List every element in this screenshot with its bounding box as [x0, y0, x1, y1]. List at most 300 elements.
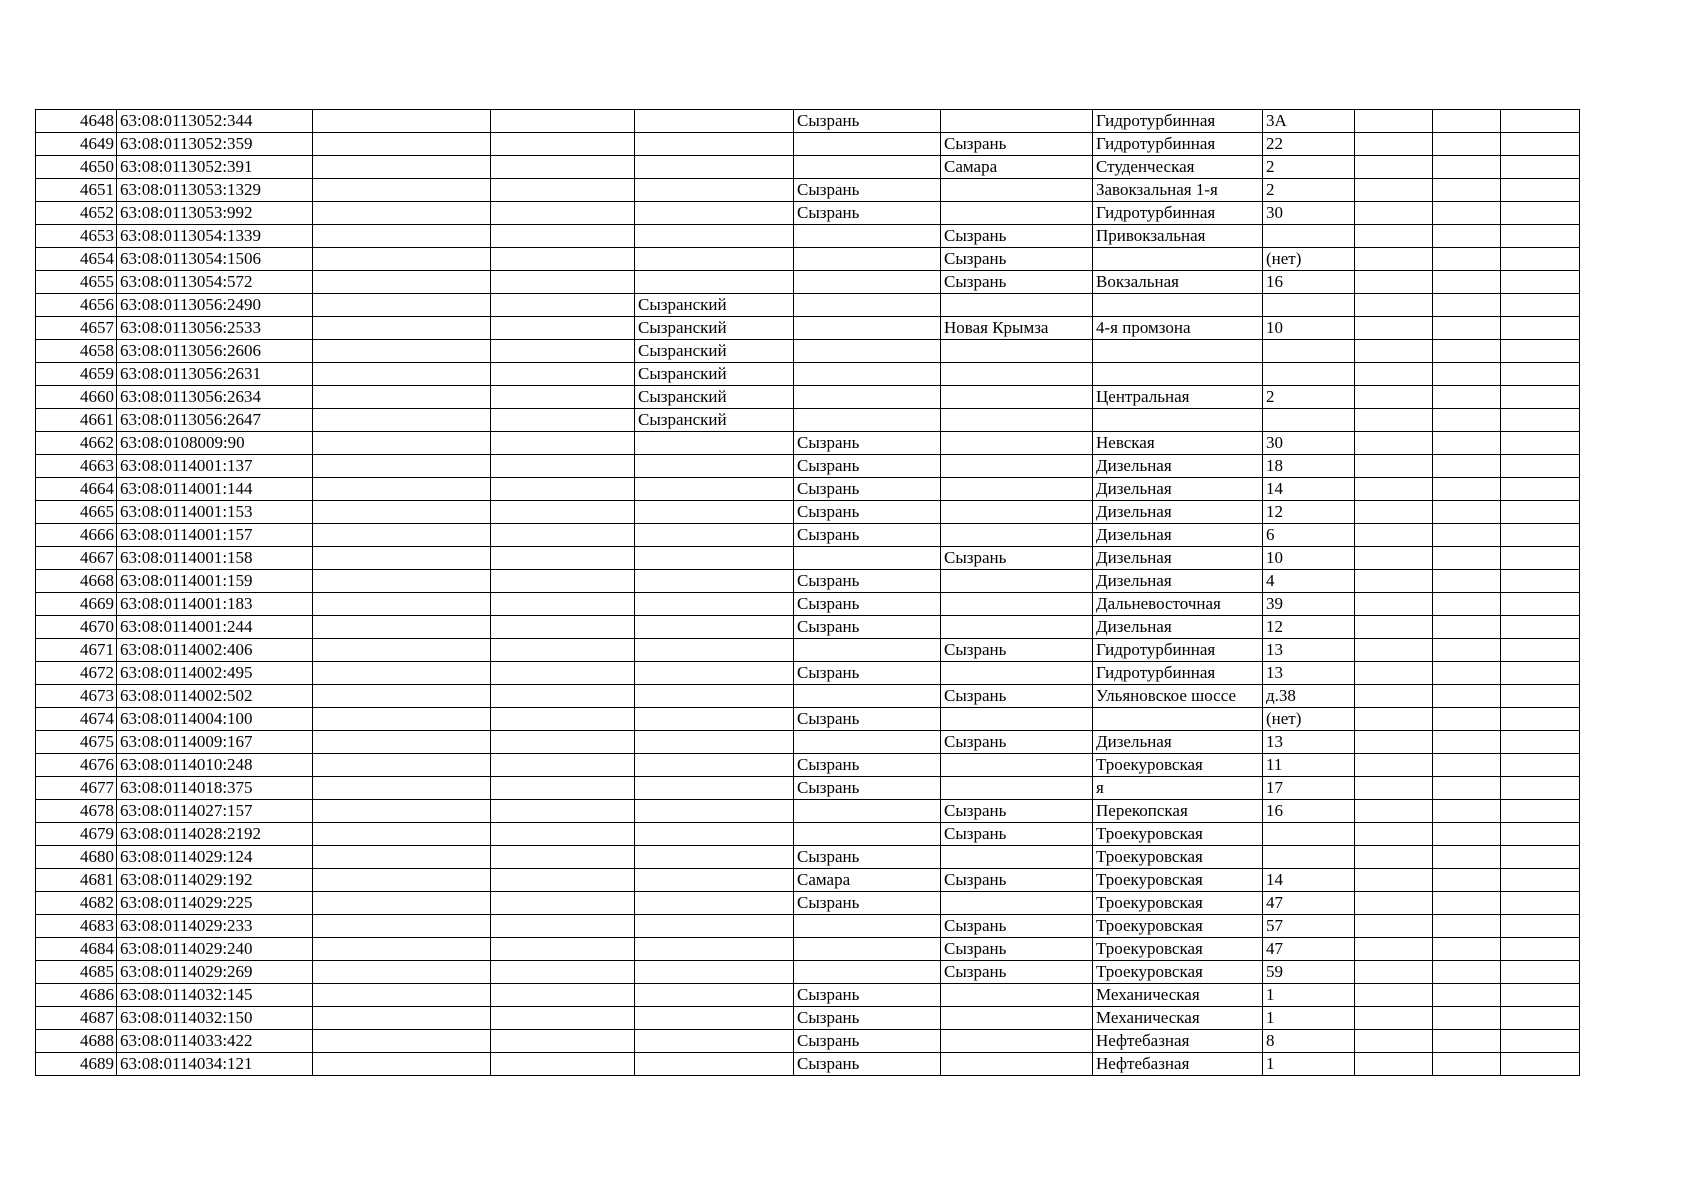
- district-cell: [491, 478, 635, 501]
- column-10-cell: [1355, 179, 1433, 202]
- street-cell: Дизельная: [1093, 570, 1263, 593]
- city-cell: [635, 616, 794, 639]
- settlement-cell: [941, 455, 1093, 478]
- column-10-cell: [1355, 225, 1433, 248]
- city-cell: [635, 547, 794, 570]
- table-row: [36, 478, 1580, 501]
- column-10-cell: [1355, 1007, 1433, 1030]
- settlement-cell: [941, 294, 1093, 317]
- locality-cell: [794, 294, 941, 317]
- settlement-cell: [941, 501, 1093, 524]
- street-cell: [1093, 409, 1263, 432]
- column-12-cell: [1501, 248, 1580, 271]
- column-10-cell: [1355, 639, 1433, 662]
- table-row: [36, 1030, 1580, 1053]
- table-row: [36, 133, 1580, 156]
- column-10-cell: [1355, 547, 1433, 570]
- column-11-cell: [1433, 386, 1501, 409]
- street-cell: Дизельная: [1093, 455, 1263, 478]
- table-row: [36, 455, 1580, 478]
- column-11-cell: [1433, 202, 1501, 225]
- column-11-cell: [1433, 248, 1501, 271]
- column-10-cell: [1355, 248, 1433, 271]
- settlement-cell: [941, 593, 1093, 616]
- street-cell: Завокзальная 1-я: [1093, 179, 1263, 202]
- row-number-cell: 4662: [36, 432, 117, 455]
- street-cell: Троекуровская: [1093, 892, 1263, 915]
- column-3-cell: [313, 478, 491, 501]
- row-number-cell: 4683: [36, 915, 117, 938]
- table-row: [36, 731, 1580, 754]
- city-cell: [635, 869, 794, 892]
- street-cell: Гидротурбинная: [1093, 202, 1263, 225]
- column-11-cell: [1433, 524, 1501, 547]
- district-cell: [491, 754, 635, 777]
- house-number-cell: 1: [1263, 1053, 1355, 1076]
- house-number-cell: 14: [1263, 869, 1355, 892]
- column-3-cell: [313, 110, 491, 133]
- cadastral-number-cell: 63:08:0108009:90: [117, 432, 313, 455]
- district-cell: [491, 570, 635, 593]
- street-cell: Механическая: [1093, 1007, 1263, 1030]
- column-10-cell: [1355, 984, 1433, 1007]
- column-3-cell: [313, 386, 491, 409]
- column-11-cell: [1433, 685, 1501, 708]
- street-cell: Нефтебазная: [1093, 1030, 1263, 1053]
- cadastral-number-cell: 63:08:0113056:2490: [117, 294, 313, 317]
- settlement-cell: Сызрань: [941, 133, 1093, 156]
- row-number-cell: 4674: [36, 708, 117, 731]
- house-number-cell: 2: [1263, 179, 1355, 202]
- locality-cell: Сызрань: [794, 846, 941, 869]
- table-row: [36, 823, 1580, 846]
- column-3-cell: [313, 294, 491, 317]
- city-cell: Сызранский: [635, 363, 794, 386]
- settlement-cell: [941, 1053, 1093, 1076]
- settlement-cell: Сызрань: [941, 915, 1093, 938]
- district-cell: [491, 846, 635, 869]
- house-number-cell: 30: [1263, 202, 1355, 225]
- cadastral-number-cell: 63:08:0113053:1329: [117, 179, 313, 202]
- column-12-cell: [1501, 294, 1580, 317]
- house-number-cell: 47: [1263, 938, 1355, 961]
- column-3-cell: [313, 570, 491, 593]
- table-row: [36, 317, 1580, 340]
- column-12-cell: [1501, 524, 1580, 547]
- cadastral-number-cell: 63:08:0113054:1339: [117, 225, 313, 248]
- table-row: [36, 708, 1580, 731]
- column-10-cell: [1355, 1053, 1433, 1076]
- column-3-cell: [313, 892, 491, 915]
- column-11-cell: [1433, 961, 1501, 984]
- district-cell: [491, 455, 635, 478]
- locality-cell: Сызрань: [794, 777, 941, 800]
- house-number-cell: (нет): [1263, 708, 1355, 731]
- column-3-cell: [313, 731, 491, 754]
- column-10-cell: [1355, 455, 1433, 478]
- settlement-cell: Сызрань: [941, 961, 1093, 984]
- column-12-cell: [1501, 593, 1580, 616]
- table-row: [36, 616, 1580, 639]
- district-cell: [491, 777, 635, 800]
- column-10-cell: [1355, 731, 1433, 754]
- row-number-cell: 4686: [36, 984, 117, 1007]
- settlement-cell: [941, 616, 1093, 639]
- cadastral-number-cell: 63:08:0114002:495: [117, 662, 313, 685]
- house-number-cell: 2: [1263, 386, 1355, 409]
- column-11-cell: [1433, 294, 1501, 317]
- row-number-cell: 4671: [36, 639, 117, 662]
- column-12-cell: [1501, 271, 1580, 294]
- row-number-cell: 4650: [36, 156, 117, 179]
- cadastral-number-cell: 63:08:0113053:992: [117, 202, 313, 225]
- column-10-cell: [1355, 524, 1433, 547]
- cadastral-number-cell: 63:08:0113054:572: [117, 271, 313, 294]
- cadastral-number-cell: 63:08:0113052:359: [117, 133, 313, 156]
- district-cell: [491, 363, 635, 386]
- column-10-cell: [1355, 156, 1433, 179]
- settlement-cell: [941, 708, 1093, 731]
- row-number-cell: 4651: [36, 179, 117, 202]
- street-cell: Дизельная: [1093, 731, 1263, 754]
- column-3-cell: [313, 202, 491, 225]
- city-cell: [635, 248, 794, 271]
- column-11-cell: [1433, 869, 1501, 892]
- cadastral-number-cell: 63:08:0114001:159: [117, 570, 313, 593]
- cadastral-number-cell: 63:08:0114004:100: [117, 708, 313, 731]
- table-row: [36, 110, 1580, 133]
- cadastral-number-cell: 63:08:0114001:183: [117, 593, 313, 616]
- locality-cell: Сызрань: [794, 501, 941, 524]
- column-3-cell: [313, 455, 491, 478]
- column-3-cell: [313, 662, 491, 685]
- street-cell: Гидротурбинная: [1093, 110, 1263, 133]
- district-cell: [491, 662, 635, 685]
- row-number-cell: 4656: [36, 294, 117, 317]
- row-number-cell: 4667: [36, 547, 117, 570]
- row-number-cell: 4685: [36, 961, 117, 984]
- settlement-cell: [941, 754, 1093, 777]
- street-cell: Троекуровская: [1093, 869, 1263, 892]
- house-number-cell: 12: [1263, 616, 1355, 639]
- column-3-cell: [313, 616, 491, 639]
- cadastral-number-cell: 63:08:0114009:167: [117, 731, 313, 754]
- settlement-cell: Сызрань: [941, 685, 1093, 708]
- district-cell: [491, 432, 635, 455]
- house-number-cell: 18: [1263, 455, 1355, 478]
- column-3-cell: [313, 363, 491, 386]
- house-number-cell: 13: [1263, 662, 1355, 685]
- column-11-cell: [1433, 432, 1501, 455]
- street-cell: Троекуровская: [1093, 754, 1263, 777]
- city-cell: Сызранский: [635, 409, 794, 432]
- city-cell: [635, 662, 794, 685]
- column-11-cell: [1433, 639, 1501, 662]
- settlement-cell: [941, 363, 1093, 386]
- house-number-cell: [1263, 340, 1355, 363]
- city-cell: [635, 708, 794, 731]
- column-11-cell: [1433, 547, 1501, 570]
- cadastral-number-cell: 63:08:0114032:150: [117, 1007, 313, 1030]
- table-row: [36, 386, 1580, 409]
- column-12-cell: [1501, 938, 1580, 961]
- column-12-cell: [1501, 731, 1580, 754]
- table-row: [36, 547, 1580, 570]
- column-11-cell: [1433, 616, 1501, 639]
- locality-cell: Самара: [794, 869, 941, 892]
- house-number-cell: 11: [1263, 754, 1355, 777]
- row-number-cell: 4657: [36, 317, 117, 340]
- column-11-cell: [1433, 1007, 1501, 1030]
- column-10-cell: [1355, 662, 1433, 685]
- settlement-cell: Сызрань: [941, 639, 1093, 662]
- street-cell: я: [1093, 777, 1263, 800]
- row-number-cell: 4664: [36, 478, 117, 501]
- row-number-cell: 4665: [36, 501, 117, 524]
- table-row: [36, 639, 1580, 662]
- column-10-cell: [1355, 892, 1433, 915]
- table-row: [36, 570, 1580, 593]
- column-3-cell: [313, 984, 491, 1007]
- row-number-cell: 4649: [36, 133, 117, 156]
- row-number-cell: 4688: [36, 1030, 117, 1053]
- city-cell: [635, 455, 794, 478]
- column-10-cell: [1355, 478, 1433, 501]
- column-11-cell: [1433, 455, 1501, 478]
- cadastral-number-cell: 63:08:0113056:2647: [117, 409, 313, 432]
- district-cell: [491, 524, 635, 547]
- column-12-cell: [1501, 478, 1580, 501]
- column-11-cell: [1433, 501, 1501, 524]
- column-10-cell: [1355, 386, 1433, 409]
- cadastral-number-cell: 63:08:0114018:375: [117, 777, 313, 800]
- house-number-cell: 1: [1263, 984, 1355, 1007]
- column-10-cell: [1355, 823, 1433, 846]
- district-cell: [491, 869, 635, 892]
- column-10-cell: [1355, 616, 1433, 639]
- locality-cell: [794, 133, 941, 156]
- table-row: [36, 271, 1580, 294]
- settlement-cell: [941, 179, 1093, 202]
- cadastral-number-cell: 63:08:0114029:225: [117, 892, 313, 915]
- settlement-cell: Самара: [941, 156, 1093, 179]
- cadastral-number-cell: 63:08:0113054:1506: [117, 248, 313, 271]
- column-3-cell: [313, 823, 491, 846]
- row-number-cell: 4660: [36, 386, 117, 409]
- house-number-cell: 4: [1263, 570, 1355, 593]
- column-3-cell: [313, 754, 491, 777]
- column-10-cell: [1355, 708, 1433, 731]
- street-cell: [1093, 294, 1263, 317]
- city-cell: [635, 133, 794, 156]
- cadastral-number-cell: 63:08:0114001:137: [117, 455, 313, 478]
- row-number-cell: 4655: [36, 271, 117, 294]
- district-cell: [491, 800, 635, 823]
- column-10-cell: [1355, 961, 1433, 984]
- column-10-cell: [1355, 593, 1433, 616]
- city-cell: [635, 179, 794, 202]
- settlement-cell: [941, 846, 1093, 869]
- district-cell: [491, 823, 635, 846]
- row-number-cell: 4689: [36, 1053, 117, 1076]
- settlement-cell: [941, 202, 1093, 225]
- locality-cell: Сызрань: [794, 524, 941, 547]
- district-cell: [491, 685, 635, 708]
- locality-cell: [794, 340, 941, 363]
- column-10-cell: [1355, 363, 1433, 386]
- cadastral-number-cell: 63:08:0113056:2533: [117, 317, 313, 340]
- column-3-cell: [313, 777, 491, 800]
- table-row: [36, 1007, 1580, 1030]
- row-number-cell: 4672: [36, 662, 117, 685]
- district-cell: [491, 386, 635, 409]
- column-11-cell: [1433, 317, 1501, 340]
- settlement-cell: [941, 386, 1093, 409]
- street-cell: Ульяновское шоссе: [1093, 685, 1263, 708]
- city-cell: [635, 961, 794, 984]
- table-row: [36, 340, 1580, 363]
- settlement-cell: Сызрань: [941, 731, 1093, 754]
- column-12-cell: [1501, 156, 1580, 179]
- locality-cell: Сызрань: [794, 179, 941, 202]
- locality-cell: Сызрань: [794, 708, 941, 731]
- city-cell: [635, 685, 794, 708]
- cadastral-number-cell: 63:08:0114029:269: [117, 961, 313, 984]
- locality-cell: Сызрань: [794, 662, 941, 685]
- settlement-cell: [941, 984, 1093, 1007]
- column-12-cell: [1501, 455, 1580, 478]
- city-cell: [635, 501, 794, 524]
- column-12-cell: [1501, 846, 1580, 869]
- house-number-cell: [1263, 846, 1355, 869]
- column-3-cell: [313, 340, 491, 363]
- city-cell: [635, 984, 794, 1007]
- column-10-cell: [1355, 754, 1433, 777]
- column-3-cell: [313, 1007, 491, 1030]
- district-cell: [491, 708, 635, 731]
- district-cell: [491, 294, 635, 317]
- row-number-cell: 4682: [36, 892, 117, 915]
- cadastral-number-cell: 63:08:0114001:157: [117, 524, 313, 547]
- table-row: [36, 524, 1580, 547]
- table-row: [36, 363, 1580, 386]
- settlement-cell: Сызрань: [941, 225, 1093, 248]
- cadastral-number-cell: 63:08:0114001:153: [117, 501, 313, 524]
- cadastral-number-cell: 63:08:0114034:121: [117, 1053, 313, 1076]
- column-10-cell: [1355, 271, 1433, 294]
- column-12-cell: [1501, 639, 1580, 662]
- street-cell: Центральная: [1093, 386, 1263, 409]
- column-3-cell: [313, 639, 491, 662]
- column-12-cell: [1501, 1007, 1580, 1030]
- house-number-cell: 22: [1263, 133, 1355, 156]
- column-3-cell: [313, 938, 491, 961]
- district-cell: [491, 156, 635, 179]
- column-10-cell: [1355, 869, 1433, 892]
- house-number-cell: 16: [1263, 271, 1355, 294]
- column-10-cell: [1355, 110, 1433, 133]
- row-number-cell: 4653: [36, 225, 117, 248]
- cadastral-number-cell: 63:08:0114029:192: [117, 869, 313, 892]
- column-12-cell: [1501, 1053, 1580, 1076]
- column-10-cell: [1355, 846, 1433, 869]
- table-row: [36, 915, 1580, 938]
- cadastral-number-cell: 63:08:0114027:157: [117, 800, 313, 823]
- column-3-cell: [313, 225, 491, 248]
- row-number-cell: 4654: [36, 248, 117, 271]
- column-12-cell: [1501, 363, 1580, 386]
- house-number-cell: д.38: [1263, 685, 1355, 708]
- cadastral-number-cell: 63:08:0114010:248: [117, 754, 313, 777]
- settlement-cell: Сызрань: [941, 800, 1093, 823]
- street-cell: Привокзальная: [1093, 225, 1263, 248]
- locality-cell: Сызрань: [794, 892, 941, 915]
- city-cell: [635, 156, 794, 179]
- house-number-cell: 2: [1263, 156, 1355, 179]
- street-cell: Вокзальная: [1093, 271, 1263, 294]
- row-number-cell: 4668: [36, 570, 117, 593]
- table-row: [36, 1053, 1580, 1076]
- district-cell: [491, 248, 635, 271]
- street-cell: [1093, 708, 1263, 731]
- column-11-cell: [1433, 731, 1501, 754]
- table-row: [36, 777, 1580, 800]
- street-cell: Гидротурбинная: [1093, 133, 1263, 156]
- locality-cell: Сызрань: [794, 455, 941, 478]
- column-10-cell: [1355, 340, 1433, 363]
- city-cell: [635, 432, 794, 455]
- house-number-cell: 6: [1263, 524, 1355, 547]
- city-cell: [635, 593, 794, 616]
- city-cell: Сызранский: [635, 294, 794, 317]
- column-3-cell: [313, 248, 491, 271]
- column-11-cell: [1433, 363, 1501, 386]
- column-10-cell: [1355, 432, 1433, 455]
- house-number-cell: 8: [1263, 1030, 1355, 1053]
- settlement-cell: [941, 1007, 1093, 1030]
- column-11-cell: [1433, 1030, 1501, 1053]
- table-row: [36, 938, 1580, 961]
- city-cell: [635, 1030, 794, 1053]
- column-11-cell: [1433, 846, 1501, 869]
- column-11-cell: [1433, 662, 1501, 685]
- column-11-cell: [1433, 179, 1501, 202]
- district-cell: [491, 110, 635, 133]
- locality-cell: [794, 961, 941, 984]
- house-number-cell: [1263, 225, 1355, 248]
- column-12-cell: [1501, 961, 1580, 984]
- district-cell: [491, 501, 635, 524]
- locality-cell: Сызрань: [794, 1030, 941, 1053]
- city-cell: [635, 938, 794, 961]
- locality-cell: Сызрань: [794, 110, 941, 133]
- house-number-cell: 17: [1263, 777, 1355, 800]
- street-cell: Дизельная: [1093, 547, 1263, 570]
- cadastral-number-cell: 63:08:0114001:158: [117, 547, 313, 570]
- column-3-cell: [313, 846, 491, 869]
- column-11-cell: [1433, 708, 1501, 731]
- column-3-cell: [313, 708, 491, 731]
- house-number-cell: [1263, 363, 1355, 386]
- column-10-cell: [1355, 777, 1433, 800]
- column-3-cell: [313, 1030, 491, 1053]
- column-12-cell: [1501, 823, 1580, 846]
- column-10-cell: [1355, 685, 1433, 708]
- column-11-cell: [1433, 892, 1501, 915]
- cadastral-number-cell: 63:08:0114002:502: [117, 685, 313, 708]
- column-11-cell: [1433, 1053, 1501, 1076]
- city-cell: [635, 777, 794, 800]
